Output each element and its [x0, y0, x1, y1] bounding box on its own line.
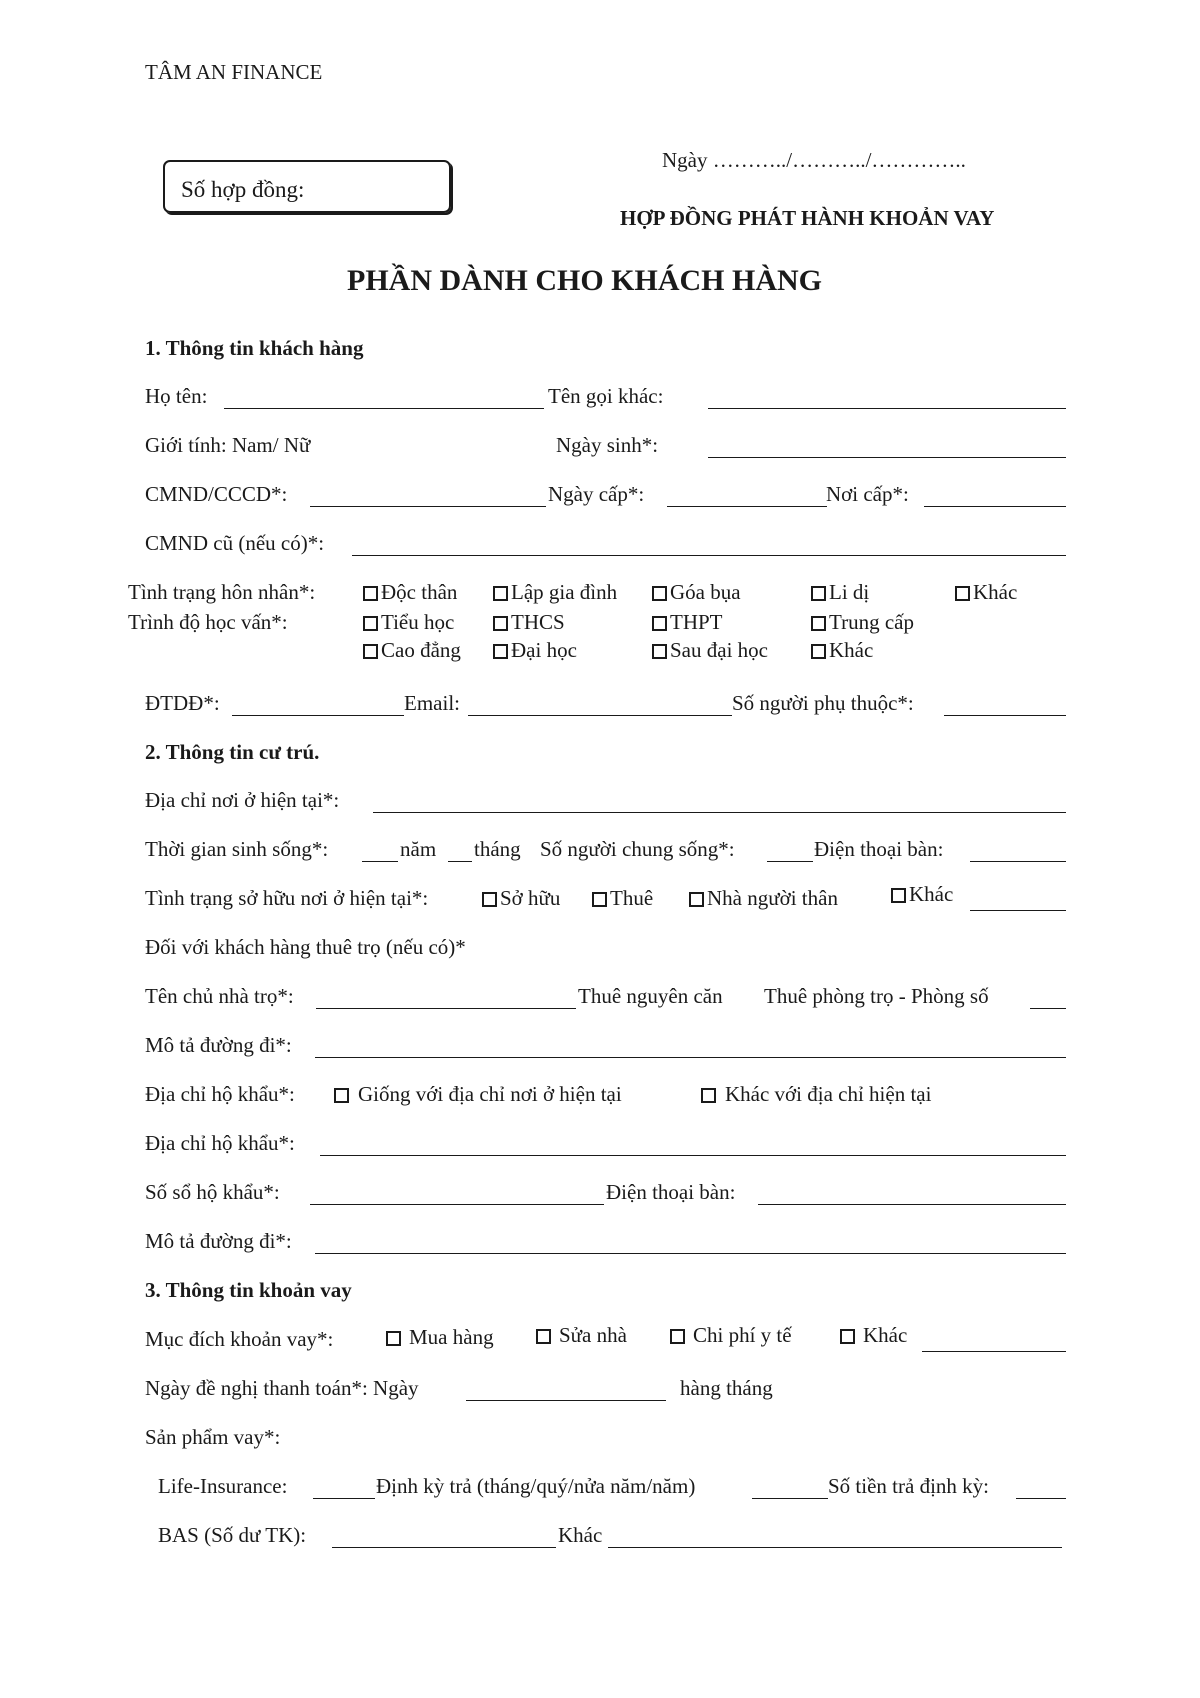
checkbox-icon[interactable]: [493, 586, 508, 601]
purpose-option-other[interactable]: Khác: [840, 1325, 907, 1346]
email-label: Email:: [404, 691, 460, 715]
purpose-other-field[interactable]: [922, 1351, 1066, 1352]
payment-period-field[interactable]: [752, 1498, 828, 1499]
checkbox-icon[interactable]: [334, 1088, 349, 1103]
checkbox-icon[interactable]: [955, 586, 970, 601]
whole-house-option[interactable]: Thuê nguyên căn: [578, 984, 723, 1008]
education-option-college[interactable]: Cao đẳng: [363, 640, 461, 661]
gender-label: Giới tính: Nam/ Nữ: [145, 433, 311, 457]
marital-status-label: Tình trạng hôn nhân*:: [128, 580, 316, 604]
dob-label: Ngày sinh*:: [556, 433, 659, 457]
household-same-option[interactable]: Giống với địa chỉ nơi ở hiện tại: [334, 1084, 622, 1105]
issue-place-label: Nơi cấp*:: [826, 482, 909, 506]
bas-field[interactable]: [332, 1547, 556, 1548]
living-time-label: Thời gian sinh sống*:: [145, 837, 329, 861]
payment-day-field[interactable]: [466, 1400, 666, 1401]
id-number-label: CMND/CCCD*:: [145, 482, 288, 506]
checkbox-icon[interactable]: [811, 616, 826, 631]
education-option-postgraduate[interactable]: Sau đại học: [652, 640, 768, 661]
issue-date-field[interactable]: [667, 506, 827, 507]
household-book-label: Số sổ hộ khẩu*:: [145, 1180, 280, 1204]
periodic-amount-field[interactable]: [1016, 1498, 1066, 1499]
date-line: Ngày ………../………../…………..: [662, 148, 966, 172]
room-number-field[interactable]: [1030, 1008, 1066, 1009]
checkbox-icon[interactable]: [363, 616, 378, 631]
ownership-option-rented[interactable]: Thuê: [592, 888, 653, 909]
checkbox-icon[interactable]: [652, 616, 667, 631]
checkbox-icon[interactable]: [891, 888, 906, 903]
checkbox-icon[interactable]: [536, 1329, 551, 1344]
payment-day-label: Ngày đề nghị thanh toán*: Ngày: [145, 1376, 419, 1400]
periodic-amount-label: Số tiền trả định kỳ:: [828, 1474, 989, 1498]
marital-option-married[interactable]: Lập gia đình: [493, 582, 617, 603]
education-option-lower-secondary[interactable]: THCS: [493, 612, 565, 633]
section-1-title: 1. Thông tin khách hàng: [145, 336, 364, 360]
page-title: PHẦN DÀNH CHO KHÁCH HÀNG: [347, 264, 822, 297]
landline-field[interactable]: [970, 861, 1066, 862]
renter-note: Đối với khách hàng thuê trọ (nếu có)*: [145, 935, 466, 959]
bas-label: BAS (Số dư TK):: [158, 1523, 307, 1547]
ownership-option-other[interactable]: Khác: [891, 884, 953, 905]
marital-option-other[interactable]: Khác: [955, 582, 1017, 603]
room-rent-option[interactable]: Thuê phòng trọ - Phòng số: [764, 984, 989, 1008]
household-book-field[interactable]: [310, 1204, 604, 1205]
purpose-option-medical[interactable]: Chi phí y tế: [670, 1325, 792, 1346]
education-label: Trình độ học vấn*:: [128, 610, 288, 634]
checkbox-icon[interactable]: [493, 644, 508, 659]
marital-option-divorced[interactable]: Li dị: [811, 582, 869, 603]
life-insurance-field[interactable]: [313, 1498, 375, 1499]
directions-field[interactable]: [315, 1057, 1066, 1058]
checkbox-icon[interactable]: [482, 892, 497, 907]
landline-2-label: Điện thoại bàn:: [606, 1180, 736, 1204]
mobile-label: ĐTDĐ*:: [145, 691, 220, 715]
id-number-field[interactable]: [310, 506, 546, 507]
purpose-option-home-repair[interactable]: Sửa nhà: [536, 1325, 627, 1346]
directions-label: Mô tả đường đi*:: [145, 1033, 292, 1057]
checkbox-icon[interactable]: [493, 616, 508, 631]
email-field[interactable]: [468, 715, 732, 716]
purpose-option-shopping[interactable]: Mua hàng: [386, 1327, 494, 1348]
years-label: năm: [400, 837, 437, 861]
dependents-field[interactable]: [944, 715, 1066, 716]
ownership-option-relative[interactable]: Nhà người thân: [689, 888, 838, 909]
landline-2-field[interactable]: [758, 1204, 1066, 1205]
household-address-field[interactable]: [320, 1155, 1066, 1156]
other-name-field[interactable]: [708, 408, 1066, 409]
directions-2-label: Mô tả đường đi*:: [145, 1229, 292, 1253]
checkbox-icon[interactable]: [652, 586, 667, 601]
landlord-label: Tên chủ nhà trọ*:: [145, 984, 294, 1008]
payment-period-label: Định kỳ trả (tháng/quý/nửa năm/năm): [376, 1474, 696, 1498]
checkbox-icon[interactable]: [363, 586, 378, 601]
life-insurance-label: Life-Insurance:: [158, 1474, 288, 1498]
education-option-other[interactable]: Khác: [811, 640, 873, 661]
landlord-field[interactable]: [316, 1008, 576, 1009]
education-option-high-school[interactable]: THPT: [652, 612, 723, 633]
landline-label: Điện thoại bàn:: [814, 837, 944, 861]
checkbox-icon[interactable]: [689, 892, 704, 907]
loan-purpose-label: Mục đích khoản vay*:: [145, 1327, 334, 1351]
checkbox-icon[interactable]: [840, 1329, 855, 1344]
checkbox-icon[interactable]: [386, 1331, 401, 1346]
living-years-field[interactable]: [362, 861, 398, 862]
checkbox-icon[interactable]: [363, 644, 378, 659]
dependents-label: Số người phụ thuộc*:: [732, 691, 914, 715]
issue-date-label: Ngày cấp*:: [548, 482, 645, 506]
current-address-label: Địa chỉ nơi ở hiện tại*:: [145, 788, 340, 812]
cohabitants-label: Số người chung sống*:: [540, 837, 735, 861]
other-name-label: Tên gọi khác:: [548, 384, 664, 408]
product-other-label: Khác: [558, 1523, 603, 1547]
checkbox-icon[interactable]: [811, 644, 826, 659]
section-3-title: 3. Thông tin khoản vay: [145, 1278, 352, 1302]
education-option-vocational[interactable]: Trung cấp: [811, 612, 914, 633]
checkbox-icon[interactable]: [652, 644, 667, 659]
company-name: TÂM AN FINANCE: [145, 60, 323, 84]
contract-number-label: Số hợp đồng:: [181, 177, 305, 202]
cohabitants-field[interactable]: [767, 861, 813, 862]
old-id-label: CMND cũ (nếu có)*:: [145, 531, 325, 555]
full-name-label: Họ tên:: [145, 384, 208, 408]
checkbox-icon[interactable]: [670, 1329, 685, 1344]
marital-option-widowed[interactable]: Góa bụa: [652, 582, 741, 603]
section-2-title: 2. Thông tin cư trú.: [145, 740, 320, 764]
checkbox-icon[interactable]: [811, 586, 826, 601]
current-address-field[interactable]: [373, 812, 1066, 813]
ownership-other-field[interactable]: [970, 910, 1066, 911]
ownership-option-owned[interactable]: Sở hữu: [482, 888, 560, 909]
mobile-field[interactable]: [232, 715, 404, 716]
full-name-field[interactable]: [224, 408, 544, 409]
marital-option-single[interactable]: Độc thân: [363, 582, 457, 603]
months-label: tháng: [474, 837, 521, 861]
directions-2-field[interactable]: [315, 1253, 1066, 1254]
checkbox-icon[interactable]: [701, 1088, 716, 1103]
checkbox-icon[interactable]: [592, 892, 607, 907]
education-option-primary[interactable]: Tiểu học: [363, 612, 454, 633]
education-option-university[interactable]: Đại học: [493, 640, 577, 661]
contract-number-box[interactable]: [163, 160, 451, 213]
document-type: HỢP ĐỒNG PHÁT HÀNH KHOẢN VAY: [620, 206, 995, 230]
issue-place-field[interactable]: [924, 506, 1066, 507]
product-other-field[interactable]: [608, 1547, 1062, 1548]
old-id-field[interactable]: [352, 555, 1066, 556]
household-address-question: Địa chỉ hộ khẩu*:: [145, 1082, 295, 1106]
living-months-field[interactable]: [448, 861, 472, 862]
monthly-label: hàng tháng: [680, 1376, 773, 1400]
dob-field[interactable]: [708, 457, 1066, 458]
household-different-option[interactable]: Khác với địa chỉ hiện tại: [701, 1084, 931, 1105]
ownership-label: Tình trạng sở hữu nơi ở hiện tại*:: [145, 886, 429, 910]
loan-product-label: Sản phẩm vay*:: [145, 1425, 281, 1449]
household-address-label: Địa chỉ hộ khẩu*:: [145, 1131, 295, 1155]
